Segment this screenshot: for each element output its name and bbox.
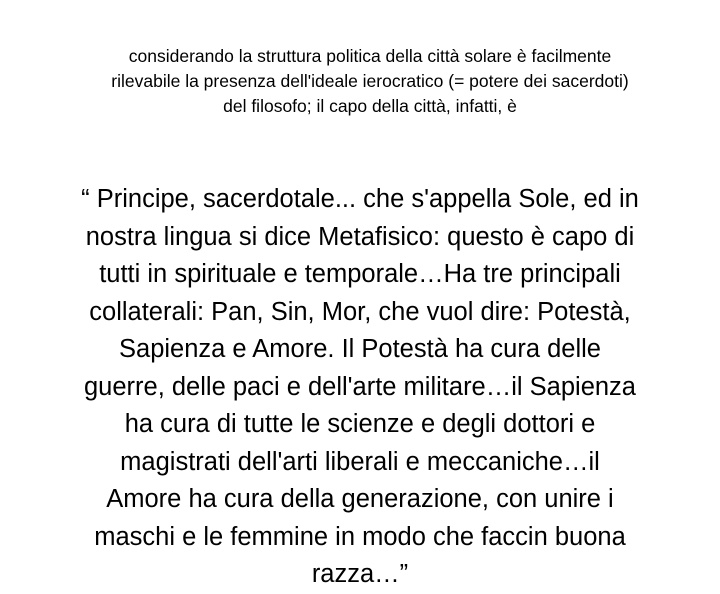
quote-line: magistrati dell'arti liberali e meccaniche…il — [120, 447, 600, 476]
quote-line: nostra lingua si dice Metafisico: questo è capo di — [85, 222, 635, 251]
quote-paragraph — [20, 181, 700, 594]
intro-paragraph — [60, 44, 680, 119]
quote-line: maschi e le femmine in modo che faccin buona — [94, 522, 626, 551]
quote-line: tutti in spirituale e temporale…Ha tre principali — [99, 260, 621, 288]
quote-line: “ Principe, sacerdotale... che s'appella Sole, ed in — [81, 185, 639, 213]
intro-line: rilevabile la presenza dell'ideale ierocratico (= potere dei sacerdoti) — [111, 71, 629, 91]
quote-line: Amore ha cura della generazione, con unire i — [106, 485, 614, 513]
quote-line: Sapienza e Amore. Il Potestà ha cura delle — [119, 335, 601, 363]
intro-line: del filosofo; il capo della città, infatti, è — [223, 96, 517, 116]
quote-line: ha cura di tutte le scienze e degli dottori e — [124, 410, 596, 438]
quote-line: collaterali: Pan, Sin, Mor, che vuol dire: Potestà, — [89, 297, 631, 326]
quote-line: razza…” — [311, 560, 409, 588]
quote-line: guerre, delle paci e dell'arte militare…il Sapienza — [84, 372, 636, 401]
intro-line: considerando la struttura politica della città solare è facilmente — [128, 46, 612, 66]
